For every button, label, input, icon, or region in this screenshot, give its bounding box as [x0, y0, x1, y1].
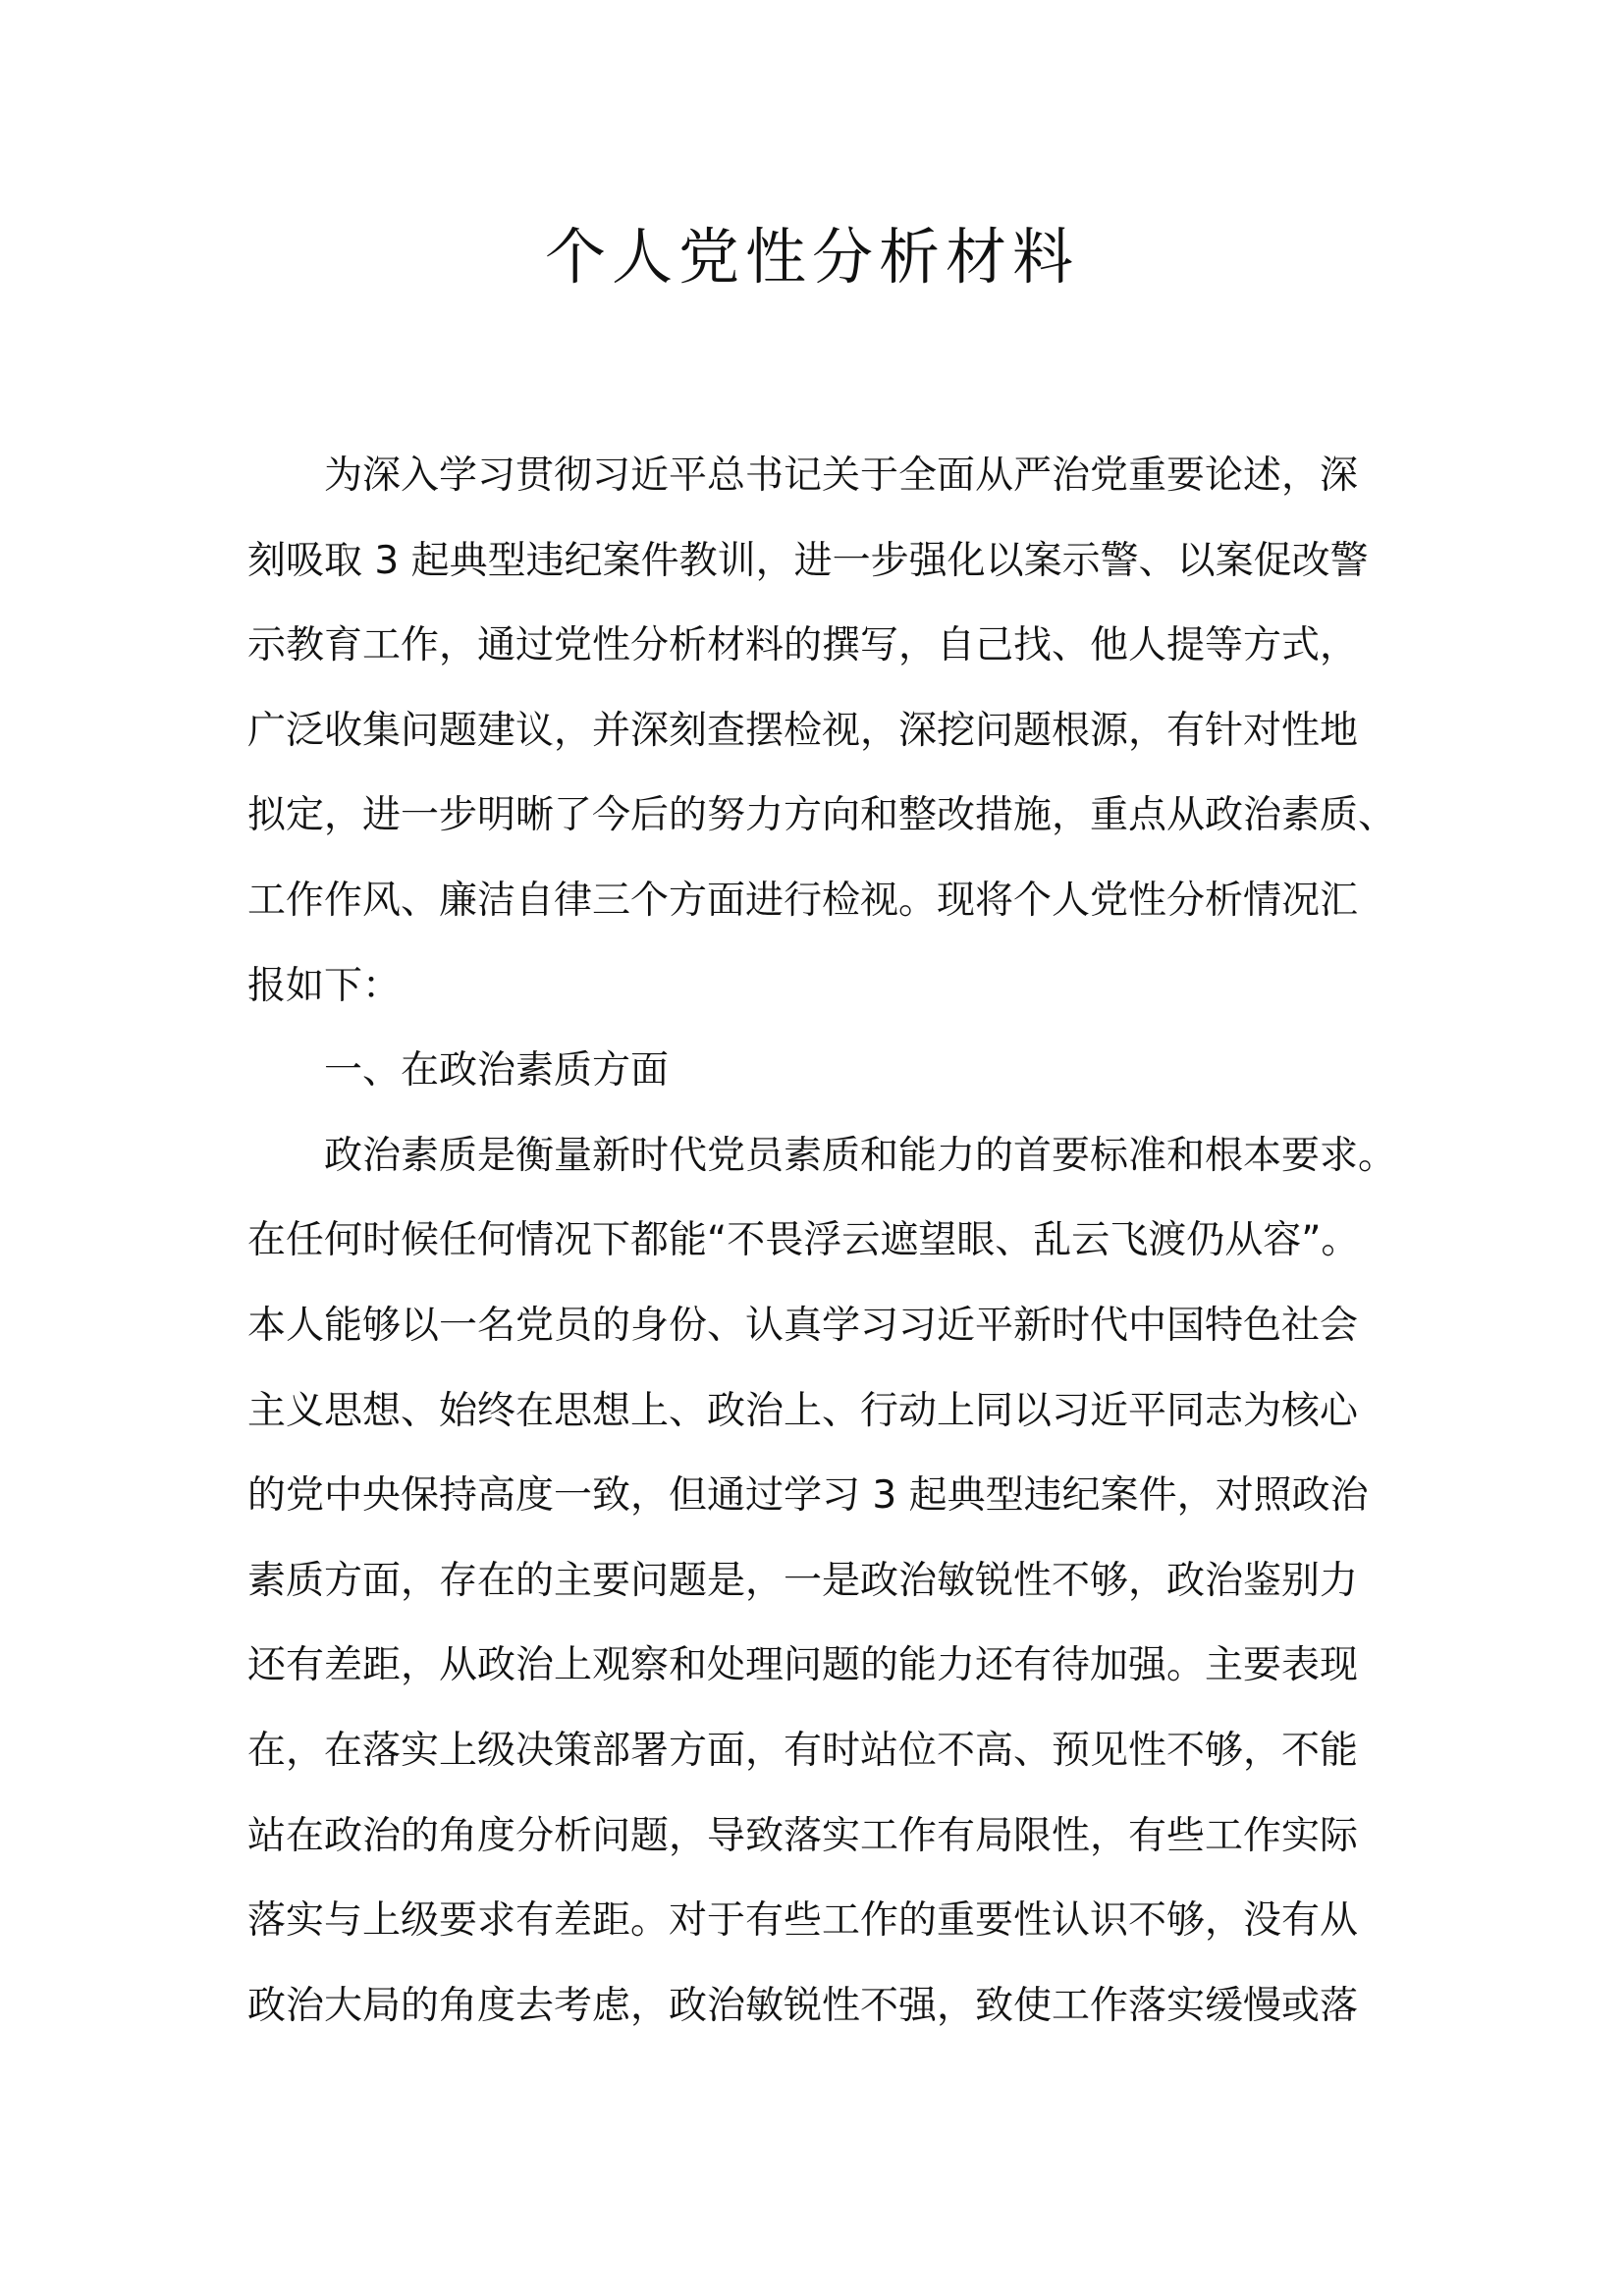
text-line: 广泛收集问题建议，并深刻查摆检视，深挖问题根源，有针对性地 — [247, 708, 1359, 753]
text-line: 落实与上级要求有差距。对于有些工作的重要性认识不够，没有从 — [247, 1898, 1359, 1944]
text-line: 本人能够以一名党员的身份、认真学习习近平新时代中国特色社会 — [247, 1303, 1359, 1348]
text-line: 在，在落实上级决策部署方面，有时站位不高、预见性不够，不能 — [247, 1728, 1359, 1773]
text-line: 报如下： — [247, 963, 402, 1008]
document-body — [247, 434, 1406, 2049]
text-line: 刻吸取 3 起典型违纪案件教训，进一步强化以案示警、以案促改警 — [247, 538, 1369, 583]
section-heading: 一、在政治素质方面 — [324, 1048, 670, 1094]
paragraph-intro — [247, 434, 1406, 1029]
text-line: 的党中央保持高度一致，但通过学习 3 起典型违纪案件，对照政治 — [247, 1473, 1369, 1519]
paragraph-political-quality — [247, 1114, 1406, 2050]
text-line: 拟定，进一步明晰了今后的努力方向和整改措施，重点从政治素质、 — [247, 793, 1397, 838]
text-line: 还有差距，从政治上观察和处理问题的能力还有待加强。主要表现 — [247, 1643, 1359, 1688]
text-line: 工作作风、廉洁自律三个方面进行检视。现将个人党性分析情况汇 — [247, 878, 1359, 923]
text-line: 示教育工作，通过党性分析材料的撰写，自己找、他人提等方式， — [247, 623, 1359, 668]
text-line: 政治大局的角度去考虑，政治敏锐性不强，致使工作落实缓慢或落 — [247, 1983, 1359, 2028]
text-line: 政治素质是衡量新时代党员素质和能力的首要标准和根本要求。 — [324, 1133, 1397, 1178]
text-line: 主义思想、始终在思想上、政治上、行动上同以习近平同志为核心 — [247, 1388, 1359, 1433]
text-line: 素质方面，存在的主要问题是，一是政治敏锐性不够，政治鉴别力 — [247, 1558, 1359, 1603]
document-title: 个人党性分析材料 — [544, 221, 1079, 293]
text-line: 站在政治的角度分析问题，导致落实工作有局限性，有些工作实际 — [247, 1813, 1359, 1858]
text-line: 为深入学习贯彻习近平总书记关于全面从严治党重要论述，深 — [324, 454, 1359, 498]
text-line: 在任何时候任何情况下都能“不畏浮云遮望眼、乱云飞渡仍从容”。 — [247, 1218, 1360, 1263]
